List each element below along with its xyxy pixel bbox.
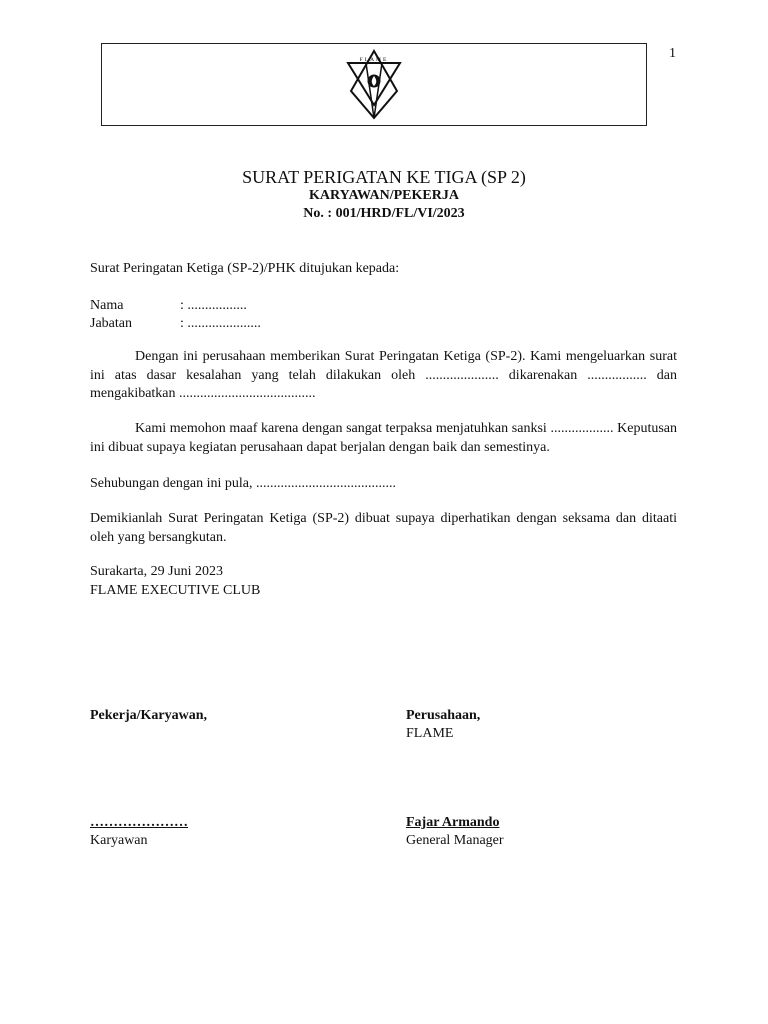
place-date: Surakarta, 29 Juni 2023 <box>90 564 223 579</box>
intro-text: Surat Peringatan Ketiga (SP-2)/PHK ditujukan kepada: <box>90 261 400 276</box>
signature-right-company: FLAME <box>406 726 454 741</box>
paragraph-sanction: Kami memohon maaf karena dengan sangat terpaksa menjatuhkan sanksi .................. Keputusan ini dibuat supaya kegiatan perusahaan dapat berjalan dengan baik dan semestinya. <box>90 421 677 455</box>
field-name-label: Nama <box>90 298 124 313</box>
logo-text: FLAME <box>359 57 389 63</box>
signature-left-role: Karyawan <box>90 833 148 848</box>
page-number: 1 <box>669 46 676 61</box>
paragraph-followup: Sehubungan dengan ini pula, ........................................ <box>90 476 397 491</box>
letter-title: SURAT PERIGATAN KE TIGA (SP 2) <box>242 167 526 187</box>
field-position-label: Jabatan <box>90 316 132 331</box>
field-name-value: : ................. <box>180 298 247 313</box>
signature-left-heading: Pekerja/Karyawan, <box>90 708 208 723</box>
signature-right-heading: Perusahaan, <box>406 708 481 723</box>
paragraph-warning: Dengan ini perusahaan memberikan Surat Peringatan Ketiga (SP-2). Kami mengeluarkan surat ini atas dasar kesalahan yang telah dilakukan oleh ..................... dikarenakan ................. dan mengakibatkan ....................................... <box>90 349 677 401</box>
organization-name: FLAME EXECUTIVE CLUB <box>90 583 261 598</box>
letterhead-box <box>101 43 647 126</box>
letter-number: No. : 001/HRD/FL/VI/2023 <box>303 206 465 221</box>
signature-right-role: General Manager <box>406 833 504 848</box>
paragraph-closing: Demikianlah Surat Peringatan Ketiga (SP-2) dibuat supaya diperhatikan dengan seksama dan ditaati oleh yang bersangkutan. <box>90 511 677 545</box>
letter-subtitle: KARYAWAN/PEKERJA <box>309 188 459 203</box>
field-position-value: : ..................... <box>180 316 261 331</box>
flame-logo <box>346 46 402 120</box>
signature-right-name: Fajar Armando <box>406 815 500 830</box>
signature-left-name: ………………… <box>90 815 188 830</box>
